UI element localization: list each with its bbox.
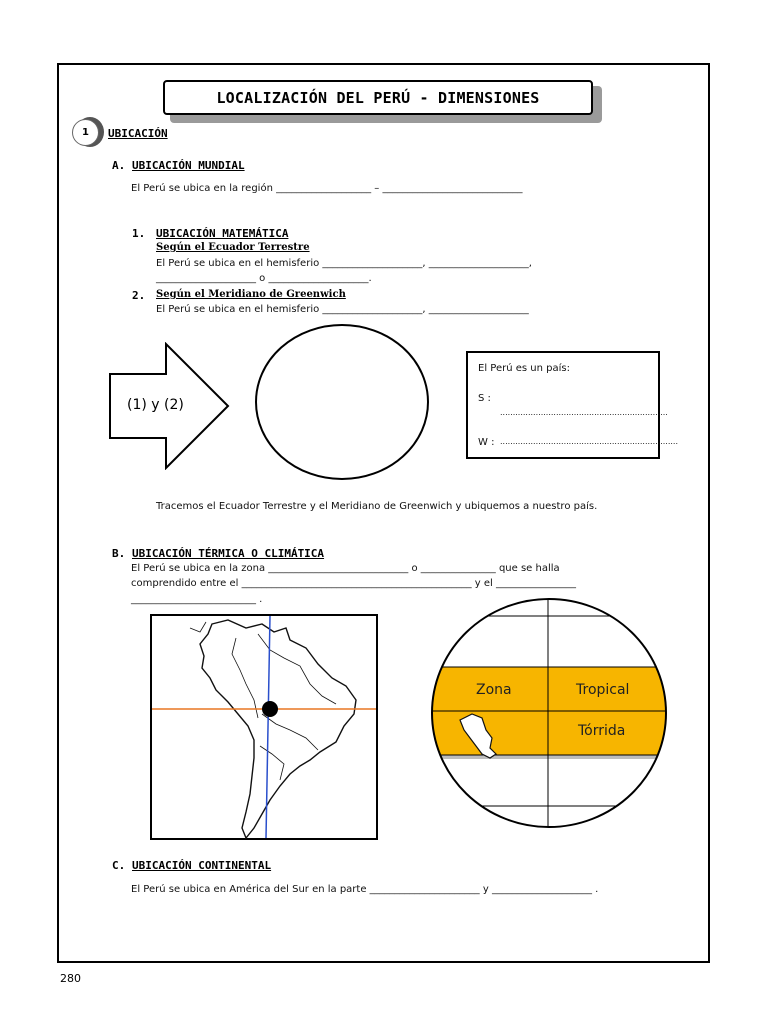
climatic-line-3: _________________________ . <box>131 594 263 605</box>
section-badge <box>72 118 102 148</box>
country-info-box <box>466 351 679 459</box>
zone-label-torrida: Tórrida <box>578 723 626 739</box>
info-box-title: El Perú es un país: <box>478 363 570 374</box>
item-2-marker: 2. <box>132 289 146 302</box>
globe-circle <box>252 322 434 484</box>
item-1-marker: 1. <box>132 227 146 240</box>
climate-zone-globe <box>428 596 672 830</box>
heading-b: UBICACIÓN TÉRMICA O CLIMÁTICA <box>132 547 325 560</box>
section-number: 1 <box>72 119 99 146</box>
item-2-line: El Perú se ubica en el hemisferio ____________________, ____________________ <box>156 304 529 315</box>
item-1-subheading: Según el Ecuador Terrestre <box>156 242 310 253</box>
section-label: UBICACIÓN <box>108 127 168 140</box>
heading-c: UBICACIÓN CONTINENTAL <box>132 859 272 872</box>
heading-a-marker: A. <box>112 159 126 172</box>
continental-sentence: El Perú se ubica en América del Sur en la parte ______________________ y ____________________ . <box>131 884 599 895</box>
item-1-line-2: ____________________ o ____________________. <box>156 273 372 284</box>
page-title: LOCALIZACIÓN DEL PERÚ - DIMENSIONES <box>163 80 593 115</box>
heading-c-marker: C. <box>112 859 126 872</box>
info-box-s-label: S : <box>478 393 491 404</box>
page-number: 280 <box>60 972 81 985</box>
intersection-dot <box>262 701 278 717</box>
diagram-caption: Tracemos el Ecuador Terrestre y el Meridiano de Greenwich y ubiquemos a nuestro país. <box>156 501 598 512</box>
info-box-w-label: W : <box>478 437 495 448</box>
zone-label-tropical: Tropical <box>576 682 630 698</box>
south-america-map <box>150 614 380 844</box>
climatic-line-1: El Perú se ubica en la zona ____________________________ o _______________ que se halla <box>131 563 560 574</box>
info-box-s-dots: .................................................................. <box>500 408 668 417</box>
sentence-world-location: El Perú se ubica en la región ___________________ – ____________________________ <box>131 183 523 194</box>
heading-b-marker: B. <box>112 547 126 560</box>
item-2-heading: Según el Meridiano de Greenwich <box>156 289 346 300</box>
item-1-line-1: El Perú se ubica en el hemisferio ____________________, ____________________, <box>156 258 532 269</box>
item-1-heading: UBICACIÓN MATEMÁTICA <box>156 227 289 240</box>
zone-label-zona: Zona <box>476 682 512 698</box>
arrow-label: (1) y (2) <box>127 397 184 413</box>
heading-a: UBICACIÓN MUNDIAL <box>132 159 245 172</box>
climatic-line-2: comprendido entre el ______________________________________________ y el ________________ <box>131 578 576 589</box>
info-box-w-dots: ...................................................................... <box>500 437 679 446</box>
